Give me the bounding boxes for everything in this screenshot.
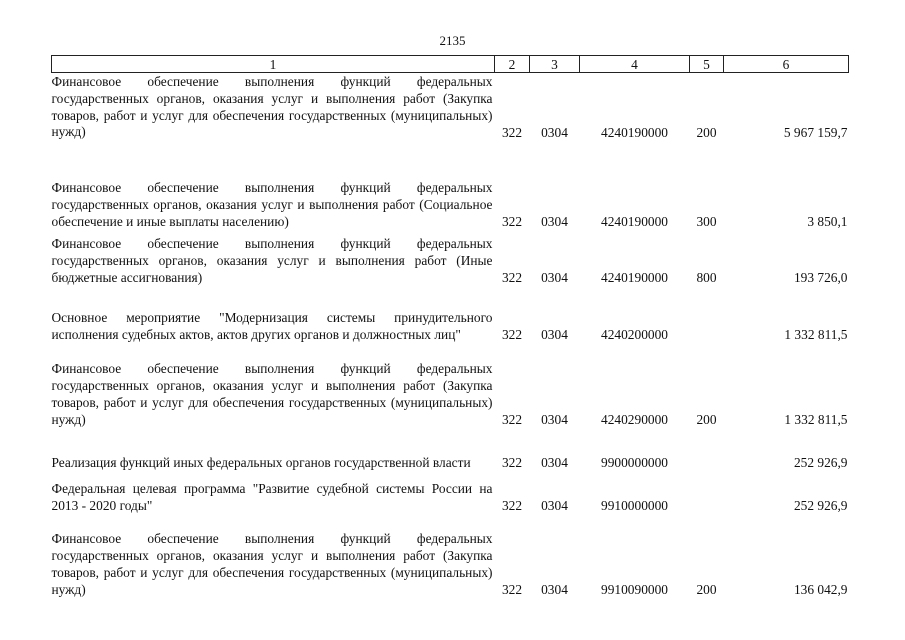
header-row [52,56,849,73]
row-section: 0304 [541,269,568,285]
row-name: Финансовое обеспечение выполнения функций федеральных государственных органов, оказания услуг и выполнения работ (Закупка товаров, работ и услуг для обеспечения государственных (муниципальных) нужд) [51,361,493,427]
row-name: Основное мероприятие "Модернизация системы принудительного исполнения судебных актов, актов других органов и должностных лиц" [51,309,493,342]
row-name: Финансовое обеспечение выполнения функций федеральных государственных органов, оказания услуг и выполнения работ (Социальное обеспечение и иные выплаты населению) [51,180,493,229]
row-ministry: 322 [501,326,523,342]
table-row [52,159,849,231]
row-target: 4240190000 [601,269,668,285]
row-amount: 1 332 811,5 [784,326,848,342]
header-col-5: 5 [690,56,724,73]
row-name: Финансовое обеспечение выполнения функций федеральных государственных органов, оказания услуг и выполнения работ (Иные бюджетные ассигнования) [51,236,493,285]
header-col-4: 4 [580,56,690,73]
row-amount: 193 726,0 [793,269,848,285]
row-section: 0304 [541,125,568,140]
page-number: 2135 [439,33,466,48]
row-amount: 252 926,9 [793,497,848,513]
table-row [52,429,849,472]
budget-table [51,55,849,599]
row-name: Финансовое обеспечение выполнения функций федеральных государственных органов, оказания услуг и выполнения работ (Закупка товаров, работ и услуг для обеспечения государственных (муниципальных) нужд) [51,74,493,140]
row-section: 0304 [541,454,568,470]
row-target: 4240190000 [601,213,668,229]
row-ministry: 322 [501,125,523,140]
row-ministry: 322 [501,497,523,513]
row-expense-type [690,472,724,515]
row-section: 0304 [541,497,568,513]
row-section: 0304 [541,411,568,427]
row-target: 4240190000 [601,125,668,140]
table-header [52,56,849,73]
row-expense-type: 200 [696,411,717,427]
table-row [52,515,849,599]
table-row [52,472,849,515]
table-body [52,73,849,599]
row-ministry: 322 [501,411,523,427]
row-target: 9900000000 [601,454,668,470]
row-target: 4240200000 [601,326,668,342]
row-amount: 252 926,9 [793,454,848,470]
row-expense-type: 800 [696,269,717,285]
row-expense-type [690,429,724,472]
row-expense-type: 300 [696,213,717,229]
row-target: 4240290000 [601,411,668,427]
row-expense-type: 200 [696,581,717,597]
table-row [52,231,849,287]
row-name: Финансовое обеспечение выполнения функций федеральных государственных органов, оказания услуг и выполнения работ (Закупка товаров, работ и услуг для обеспечения государственных (муниципальных) нужд) [51,531,493,597]
row-amount: 1 332 811,5 [784,411,848,427]
row-name: Реализация функций иных федеральных органов государственной власти [51,454,471,470]
row-amount: 3 850,1 [807,213,848,229]
row-target: 9910000000 [601,497,668,513]
row-name: Федеральная целевая программа "Развитие судебной системы России на 2013 - 2020 годы" [51,480,493,513]
row-amount: 5 967 159,7 [783,125,848,140]
row-ministry: 322 [501,581,523,597]
row-target: 9910090000 [601,581,668,597]
table-row [52,73,849,159]
row-expense-type [690,287,724,344]
row-section: 0304 [541,213,568,229]
header-col-6: 6 [724,56,849,73]
table-row [52,344,849,429]
row-ministry: 322 [501,213,523,229]
header-col-1: 1 [52,56,495,73]
table-row [52,287,849,344]
row-expense-type: 200 [696,125,717,140]
header-col-2: 2 [495,56,530,73]
row-ministry: 322 [501,454,523,470]
row-amount: 136 042,9 [793,581,848,597]
row-ministry: 322 [501,269,523,285]
row-section: 0304 [541,326,568,342]
row-section: 0304 [541,581,568,597]
header-col-3: 3 [530,56,580,73]
